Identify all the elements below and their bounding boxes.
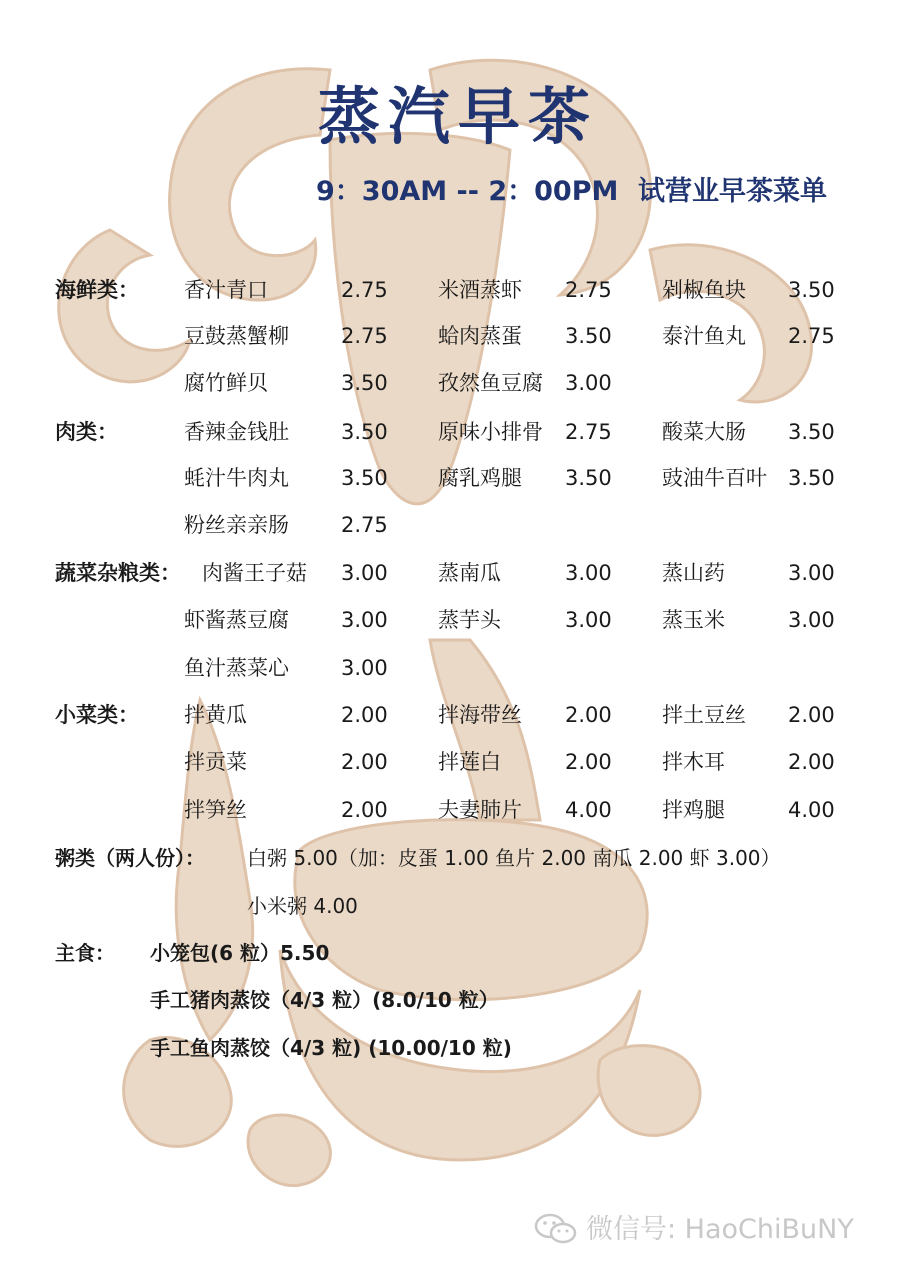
category-vegetables-grains: 蔬菜杂粮类： (55, 561, 181, 585)
porridge-line-2: 小米粥 4.00 (247, 894, 358, 918)
staple-line-2: 手工猪肉蒸饺（4/3 粒）(8.0/10 粒） (150, 988, 499, 1012)
menu-item-name: 蒸玉米 (662, 608, 725, 632)
category-meat: 肉类： (55, 420, 118, 444)
menu-item-price: 3.00 (565, 371, 612, 395)
menu-item-name: 拌土豆丝 (662, 703, 746, 727)
menu-item-name: 香汁青口 (184, 278, 268, 302)
menu-item-price: 3.00 (565, 608, 612, 632)
menu-item-price: 3.00 (788, 608, 835, 632)
menu-item-name: 酸菜大肠 (662, 420, 746, 444)
menu-item-name: 肉酱王子菇 (202, 561, 307, 585)
menu-item-price: 2.00 (341, 703, 388, 727)
menu-item-price: 3.50 (565, 324, 612, 348)
menu-item-price: 3.50 (788, 420, 835, 444)
category-seafood: 海鲜类： (55, 278, 139, 302)
menu-item-name: 虾酱蒸豆腐 (184, 608, 289, 632)
menu-item-name: 蚝汁牛肉丸 (184, 466, 289, 490)
menu-item-price: 3.00 (565, 561, 612, 585)
menu-item-price: 2.75 (341, 324, 388, 348)
wechat-watermark: 微信号: HaoChiBuNY (586, 1214, 854, 1245)
menu-item-name: 鱼汁蒸菜心 (184, 656, 289, 680)
menu-item-price: 3.50 (341, 371, 388, 395)
menu-item-price: 4.00 (788, 798, 835, 822)
menu-item-price: 2.75 (565, 420, 612, 444)
menu-item-price: 2.00 (341, 750, 388, 774)
menu-subtitle: 试营业早茶菜单 (638, 176, 827, 207)
menu-item-price: 2.00 (788, 750, 835, 774)
menu-item-price: 3.50 (341, 466, 388, 490)
menu-item-price: 3.50 (341, 420, 388, 444)
menu-item-name: 米酒蒸虾 (438, 278, 522, 302)
menu-item-name: 拌黄瓜 (184, 703, 247, 727)
menu-item-name: 拌贡菜 (184, 750, 247, 774)
porridge-line-1: 白粥 5.00（加：皮蛋 1.00 鱼片 2.00 南瓜 2.00 虾 3.00） (247, 846, 781, 870)
category-small-dishes: 小菜类： (55, 703, 139, 727)
menu-item-name: 蒸南瓜 (438, 561, 501, 585)
menu-item-price: 2.00 (565, 750, 612, 774)
menu-item-name: 拌莲白 (438, 750, 501, 774)
menu-item-name: 豉油牛百叶 (662, 466, 767, 490)
menu-item-name: 腐乳鸡腿 (438, 466, 522, 490)
menu-item-name: 香辣金钱肚 (184, 420, 289, 444)
menu-item-name: 粉丝亲亲肠 (184, 513, 289, 537)
menu-item-name: 原味小排骨 (438, 420, 543, 444)
staple-line-1: 小笼包(6 粒）5.50 (150, 941, 330, 965)
category-porridge: 粥类（两人份）： (55, 846, 205, 870)
menu-item-price: 2.00 (788, 703, 835, 727)
menu-item-price: 3.00 (341, 561, 388, 585)
menu-item-price: 3.00 (341, 608, 388, 632)
page-title: 蒸汽早茶 (318, 80, 599, 153)
wechat-icon (534, 1212, 578, 1246)
menu-item-name: 腐竹鲜贝 (184, 371, 268, 395)
menu-item-name: 剁椒鱼块 (662, 278, 746, 302)
menu-item-name: 泰汁鱼丸 (662, 324, 746, 348)
menu-item-name: 拌海带丝 (438, 703, 522, 727)
menu-item-price: 3.00 (341, 656, 388, 680)
menu-item-price: 3.50 (788, 278, 835, 302)
menu-item-price: 3.50 (565, 466, 612, 490)
category-staples: 主食： (55, 941, 115, 965)
menu-item-name: 夫妻肺片 (438, 798, 522, 822)
menu-item-name: 蛤肉蒸蛋 (438, 324, 522, 348)
menu-item-price: 4.00 (565, 798, 612, 822)
menu-item-price: 3.50 (788, 466, 835, 490)
menu-item-price: 2.75 (341, 513, 388, 537)
business-hours: 9：30AM -- 2：00PM (316, 176, 619, 207)
staple-line-3: 手工鱼肉蒸饺（4/3 粒) (10.00/10 粒) (150, 1036, 512, 1060)
menu-item-name: 拌鸡腿 (662, 798, 725, 822)
menu-item-name: 孜然鱼豆腐 (438, 371, 543, 395)
menu-item-price: 2.00 (341, 798, 388, 822)
menu-item-name: 豆鼓蒸蟹柳 (184, 324, 289, 348)
menu-item-name: 拌木耳 (662, 750, 725, 774)
menu-item-price: 2.00 (565, 703, 612, 727)
menu-item-name: 蒸芋头 (438, 608, 501, 632)
menu-item-name: 拌笋丝 (184, 798, 247, 822)
menu-item-price: 2.75 (565, 278, 612, 302)
menu-item-price: 3.00 (788, 561, 835, 585)
menu-item-name: 蒸山药 (662, 561, 725, 585)
menu-item-price: 2.75 (788, 324, 835, 348)
menu-item-price: 2.75 (341, 278, 388, 302)
